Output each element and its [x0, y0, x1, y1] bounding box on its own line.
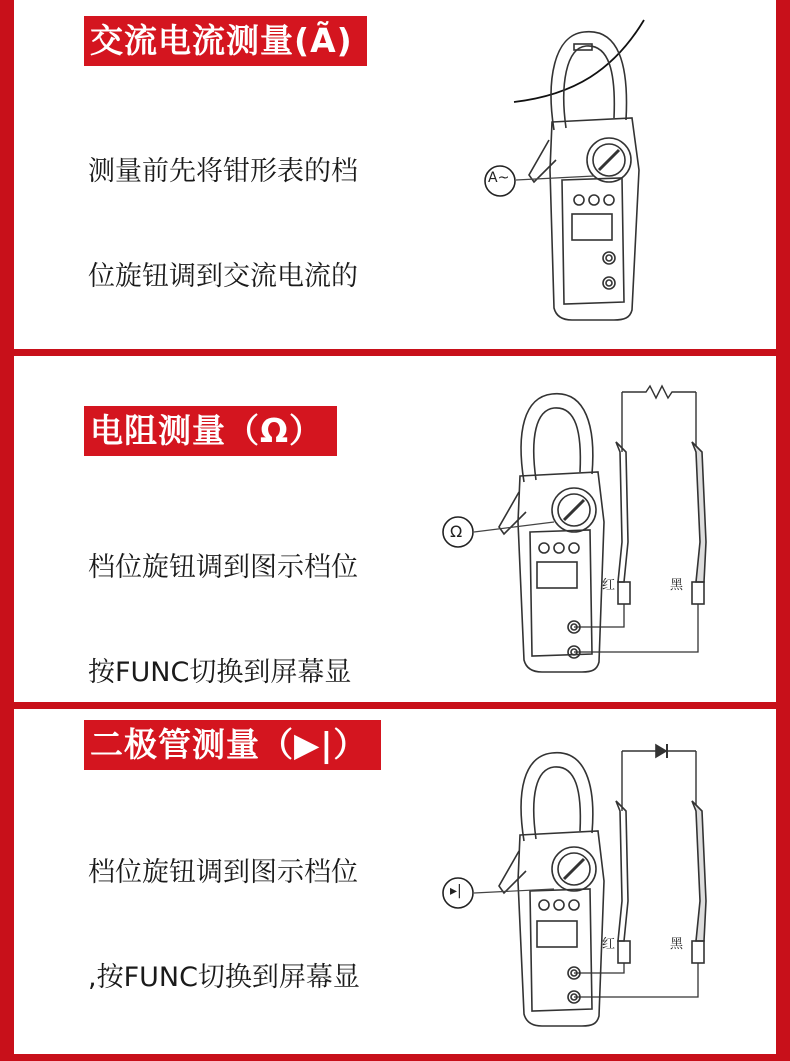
description-line: 档位旋钮调到图示档位 — [88, 857, 358, 888]
description-line: 测量前先将钳形表的档 — [88, 156, 358, 187]
section-description — [88, 84, 358, 349]
description-line: 按FUNC切换到屏幕显 — [88, 657, 352, 688]
description-line: 档位旋钮调到图示档位 — [88, 552, 358, 583]
ac-current-symbol-icon: A~ — [488, 170, 510, 186]
section-resistance — [14, 356, 776, 702]
black-probe-label: 黑 — [670, 578, 684, 593]
description-line: 位旋钮调到交流电流的 — [88, 261, 358, 292]
description-line: ,按FUNC切换到屏幕显 — [88, 962, 360, 993]
diode-icon: ▸| — [450, 883, 462, 899]
clamp-meter-resistance-figure — [424, 382, 724, 682]
clamp-meter-diode-figure — [424, 741, 724, 1041]
red-probe-label: 红 — [602, 937, 616, 952]
clamp-meter-ac-figure — [454, 10, 754, 340]
section-ac-current — [14, 0, 776, 349]
section-title: 电阻测量（Ω） — [84, 406, 337, 456]
section-title: 交流电流测量(Ã) — [84, 16, 367, 66]
section-description — [88, 480, 358, 702]
section-diode — [14, 709, 776, 1054]
resistor-icon: Ω — [450, 522, 463, 541]
black-probe-label: 黑 — [670, 937, 684, 952]
red-probe-label: 红 — [602, 578, 616, 593]
section-title: 二极管测量（▶|） — [84, 720, 381, 770]
section-description — [88, 785, 377, 1054]
